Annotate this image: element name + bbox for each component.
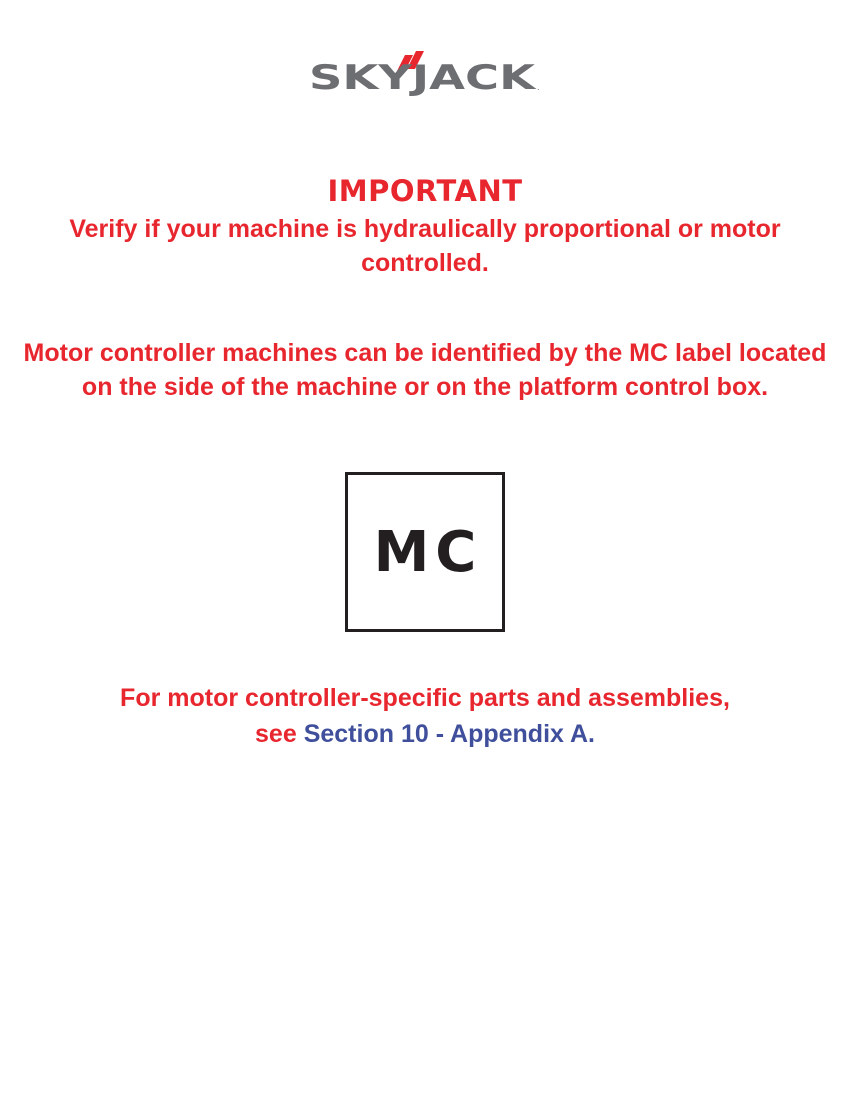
skyjack-logo [305,45,545,105]
parts-reference [20,680,830,752]
parts-reference-period: . [588,720,595,748]
mc-label-symbol [345,472,505,632]
important-heading: IMPORTANT [327,174,523,208]
mc-label-text: MC [373,519,483,585]
appendix-a-link[interactable]: Section 10 - Appendix A [303,720,589,748]
mc-identification-text: Motor controller machines can be identified by the MC label located on the side of the machine or on the platform control box. [23,339,827,401]
logo-trademark: . [537,83,540,92]
logo-wordmark: SKYJACK [309,58,538,98]
verify-instruction: Verify if your machine is hydraulically proportional or motor controlled. [69,215,781,277]
skyjack-logo-graphic [305,45,545,105]
parts-reference-line1: For motor controller-specific parts and assemblies, [120,684,730,712]
parts-reference-see: see [255,720,304,748]
